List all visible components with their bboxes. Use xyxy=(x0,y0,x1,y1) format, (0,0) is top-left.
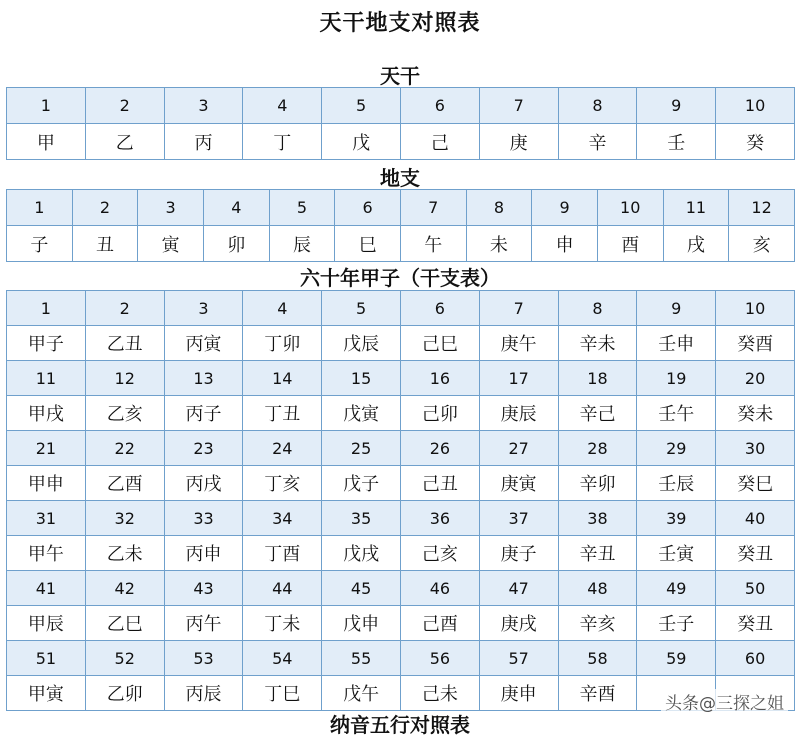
table-cell: 庚戌 xyxy=(479,606,558,641)
table-cell: 30 xyxy=(716,431,795,466)
table-cell: 癸酉 xyxy=(716,326,795,361)
table-cell: 辛未 xyxy=(558,326,637,361)
jiazi-heading: 六十年甲子（干支表） xyxy=(300,266,500,290)
jiazi-name-row xyxy=(7,326,795,361)
table-cell: 33 xyxy=(164,501,243,536)
table-cell: 乙卯 xyxy=(85,676,164,711)
table-cell: 53 xyxy=(164,641,243,676)
table-cell: 52 xyxy=(85,641,164,676)
table-cell: 甲寅 xyxy=(7,676,86,711)
table-cell: 庚寅 xyxy=(479,466,558,501)
table-cell: 7 xyxy=(400,190,466,226)
table-cell: 壬申 xyxy=(637,326,716,361)
table-cell: 丙子 xyxy=(164,396,243,431)
table-cell: 辛丑 xyxy=(558,536,637,571)
table-cell: 癸未 xyxy=(716,396,795,431)
table-cell: 21 xyxy=(7,431,86,466)
table-cell: 丙申 xyxy=(164,536,243,571)
table-cell: 戊 xyxy=(322,124,401,160)
table-cell: 18 xyxy=(558,361,637,396)
table-cell: 9 xyxy=(637,88,716,124)
table-cell: 6 xyxy=(400,291,479,326)
table-cell: 34 xyxy=(243,501,322,536)
table-cell: 4 xyxy=(243,88,322,124)
table-cell: 59 xyxy=(637,641,716,676)
dizhi-table xyxy=(6,189,795,262)
table-cell: 癸巳 xyxy=(716,466,795,501)
table-cell: 4 xyxy=(243,291,322,326)
table-cell: 56 xyxy=(400,641,479,676)
table-cell: 25 xyxy=(322,431,401,466)
table-cell: 5 xyxy=(322,88,401,124)
table-cell: 丙戌 xyxy=(164,466,243,501)
table-cell: 丁未 xyxy=(243,606,322,641)
table-cell: 己卯 xyxy=(400,396,479,431)
table-cell: 23 xyxy=(164,431,243,466)
table-cell: 甲申 xyxy=(7,466,86,501)
table-cell: 辰 xyxy=(269,226,335,262)
table-cell: 48 xyxy=(558,571,637,606)
table-cell: 丙寅 xyxy=(164,326,243,361)
table-cell: 丁亥 xyxy=(243,466,322,501)
table-cell: 6 xyxy=(400,88,479,124)
table-cell: 壬子 xyxy=(637,606,716,641)
table-cell: 戊申 xyxy=(322,606,401,641)
table-cell: 31 xyxy=(7,501,86,536)
table-cell: 9 xyxy=(637,291,716,326)
table-cell: 庚 xyxy=(479,124,558,160)
table-cell: 7 xyxy=(479,88,558,124)
table-cell: 壬寅 xyxy=(637,536,716,571)
jiazi-table xyxy=(6,290,795,711)
table-cell: 癸丑 xyxy=(716,536,795,571)
table-cell: 38 xyxy=(558,501,637,536)
table-cell: 8 xyxy=(558,291,637,326)
table-cell: 辛酉 xyxy=(558,676,637,711)
jiazi-name-row xyxy=(7,396,795,431)
table-cell: 10 xyxy=(597,190,663,226)
table-cell: 3 xyxy=(138,190,204,226)
jiazi-number-row xyxy=(7,641,795,676)
table-cell: 戌 xyxy=(663,226,729,262)
table-cell: 19 xyxy=(637,361,716,396)
table-cell: 13 xyxy=(164,361,243,396)
table-cell: 42 xyxy=(85,571,164,606)
table-cell: 49 xyxy=(637,571,716,606)
page-title: 天干地支对照表 xyxy=(319,11,481,36)
table-cell: 14 xyxy=(243,361,322,396)
table-cell: 8 xyxy=(558,88,637,124)
table-cell: 43 xyxy=(164,571,243,606)
table-cell: 2 xyxy=(85,291,164,326)
jiazi-name-row xyxy=(7,536,795,571)
table-cell: 亥 xyxy=(729,226,795,262)
table-cell: 1 xyxy=(7,88,86,124)
table-cell: 10 xyxy=(716,291,795,326)
table-cell: 戊寅 xyxy=(322,396,401,431)
table-cell: 54 xyxy=(243,641,322,676)
watermark: 头条@三探之姐 xyxy=(661,689,788,714)
table-cell: 己丑 xyxy=(400,466,479,501)
table-cell: 辛 xyxy=(558,124,637,160)
table-cell: 庚子 xyxy=(479,536,558,571)
table-cell: 44 xyxy=(243,571,322,606)
table-cell: 26 xyxy=(400,431,479,466)
table-cell: 11 xyxy=(7,361,86,396)
table-cell: 甲午 xyxy=(7,536,86,571)
table-cell: 壬 xyxy=(637,124,716,160)
table-cell: 乙酉 xyxy=(85,466,164,501)
table-cell: 37 xyxy=(479,501,558,536)
table-cell: 60 xyxy=(716,641,795,676)
tiangan-table xyxy=(6,87,795,160)
dizhi-name-row xyxy=(7,226,795,262)
table-cell: 庚申 xyxy=(479,676,558,711)
table-cell: 29 xyxy=(637,431,716,466)
table-cell: 46 xyxy=(400,571,479,606)
table-cell: 申 xyxy=(532,226,598,262)
table-cell: 2 xyxy=(85,88,164,124)
table-cell: 8 xyxy=(466,190,532,226)
table-cell: 16 xyxy=(400,361,479,396)
table-cell: 27 xyxy=(479,431,558,466)
jiazi-number-row xyxy=(7,501,795,536)
table-cell: 1 xyxy=(7,291,86,326)
table-cell: 寅 xyxy=(138,226,204,262)
table-cell: 55 xyxy=(322,641,401,676)
jiazi-number-row xyxy=(7,361,795,396)
table-cell: 丙午 xyxy=(164,606,243,641)
table-cell: 乙 xyxy=(85,124,164,160)
jiazi-name-row xyxy=(7,466,795,501)
table-cell: 5 xyxy=(269,190,335,226)
table-cell: 己未 xyxy=(400,676,479,711)
dizhi-number-row xyxy=(7,190,795,226)
table-cell: 辛亥 xyxy=(558,606,637,641)
table-cell: 巳 xyxy=(335,226,401,262)
table-cell: 辛己 xyxy=(558,396,637,431)
table-cell: 32 xyxy=(85,501,164,536)
table-cell: 癸丑 xyxy=(716,606,795,641)
jiazi-number-row xyxy=(7,291,795,326)
table-cell: 癸 xyxy=(716,124,795,160)
table-cell: 甲戌 xyxy=(7,396,86,431)
table-cell: 51 xyxy=(7,641,86,676)
tiangan-heading: 天干 xyxy=(380,64,420,88)
table-cell: 24 xyxy=(243,431,322,466)
jiazi-name-row xyxy=(7,606,795,641)
table-cell: 辛卯 xyxy=(558,466,637,501)
table-cell: 乙巳 xyxy=(85,606,164,641)
table-cell: 50 xyxy=(716,571,795,606)
table-cell: 己 xyxy=(400,124,479,160)
table-cell: 己巳 xyxy=(400,326,479,361)
table-cell: 丁丑 xyxy=(243,396,322,431)
table-cell: 9 xyxy=(532,190,598,226)
table-cell: 乙未 xyxy=(85,536,164,571)
table-cell: 未 xyxy=(466,226,532,262)
tiangan-number-row xyxy=(7,88,795,124)
table-cell: 57 xyxy=(479,641,558,676)
table-cell: 丁 xyxy=(243,124,322,160)
tiangan-name-row xyxy=(7,124,795,160)
table-cell: 10 xyxy=(716,88,795,124)
table-cell: 5 xyxy=(322,291,401,326)
table-cell: 11 xyxy=(663,190,729,226)
table-cell: 47 xyxy=(479,571,558,606)
table-cell: 子 xyxy=(7,226,73,262)
jiazi-number-row xyxy=(7,571,795,606)
table-cell: 39 xyxy=(637,501,716,536)
table-cell: 丙辰 xyxy=(164,676,243,711)
table-cell: 庚辰 xyxy=(479,396,558,431)
table-cell: 12 xyxy=(85,361,164,396)
table-cell: 甲辰 xyxy=(7,606,86,641)
table-cell: 1 xyxy=(7,190,73,226)
jiazi-number-row xyxy=(7,431,795,466)
table-cell: 15 xyxy=(322,361,401,396)
table-cell: 20 xyxy=(716,361,795,396)
table-cell: 丁酉 xyxy=(243,536,322,571)
table-cell: 己亥 xyxy=(400,536,479,571)
table-cell: 12 xyxy=(729,190,795,226)
table-cell: 戊午 xyxy=(322,676,401,711)
table-cell: 酉 xyxy=(597,226,663,262)
table-cell: 丙 xyxy=(164,124,243,160)
table-cell: 午 xyxy=(400,226,466,262)
table-cell: 壬午 xyxy=(637,396,716,431)
table-cell: 4 xyxy=(203,190,269,226)
table-cell: 庚午 xyxy=(479,326,558,361)
table-cell: 己酉 xyxy=(400,606,479,641)
table-cell: 戊辰 xyxy=(322,326,401,361)
table-cell: 41 xyxy=(7,571,86,606)
table-cell: 丁巳 xyxy=(243,676,322,711)
table-cell: 3 xyxy=(164,88,243,124)
table-cell: 卯 xyxy=(203,226,269,262)
table-cell: 36 xyxy=(400,501,479,536)
next-section-heading-cut-off: 纳音五行对照表 xyxy=(330,713,470,737)
table-cell: 28 xyxy=(558,431,637,466)
table-cell: 45 xyxy=(322,571,401,606)
table-cell: 17 xyxy=(479,361,558,396)
dizhi-heading: 地支 xyxy=(380,166,420,190)
table-cell: 甲 xyxy=(7,124,86,160)
table-cell: 戊子 xyxy=(322,466,401,501)
table-cell: 甲子 xyxy=(7,326,86,361)
table-cell: 丁卯 xyxy=(243,326,322,361)
table-cell: 壬辰 xyxy=(637,466,716,501)
table-cell: 22 xyxy=(85,431,164,466)
table-cell: 3 xyxy=(164,291,243,326)
table-cell: 58 xyxy=(558,641,637,676)
table-cell: 乙亥 xyxy=(85,396,164,431)
table-cell: 乙丑 xyxy=(85,326,164,361)
table-cell: 7 xyxy=(479,291,558,326)
table-cell: 35 xyxy=(322,501,401,536)
table-cell: 6 xyxy=(335,190,401,226)
table-cell: 2 xyxy=(72,190,138,226)
table-cell: 戊戌 xyxy=(322,536,401,571)
table-cell: 丑 xyxy=(72,226,138,262)
table-cell: 40 xyxy=(716,501,795,536)
